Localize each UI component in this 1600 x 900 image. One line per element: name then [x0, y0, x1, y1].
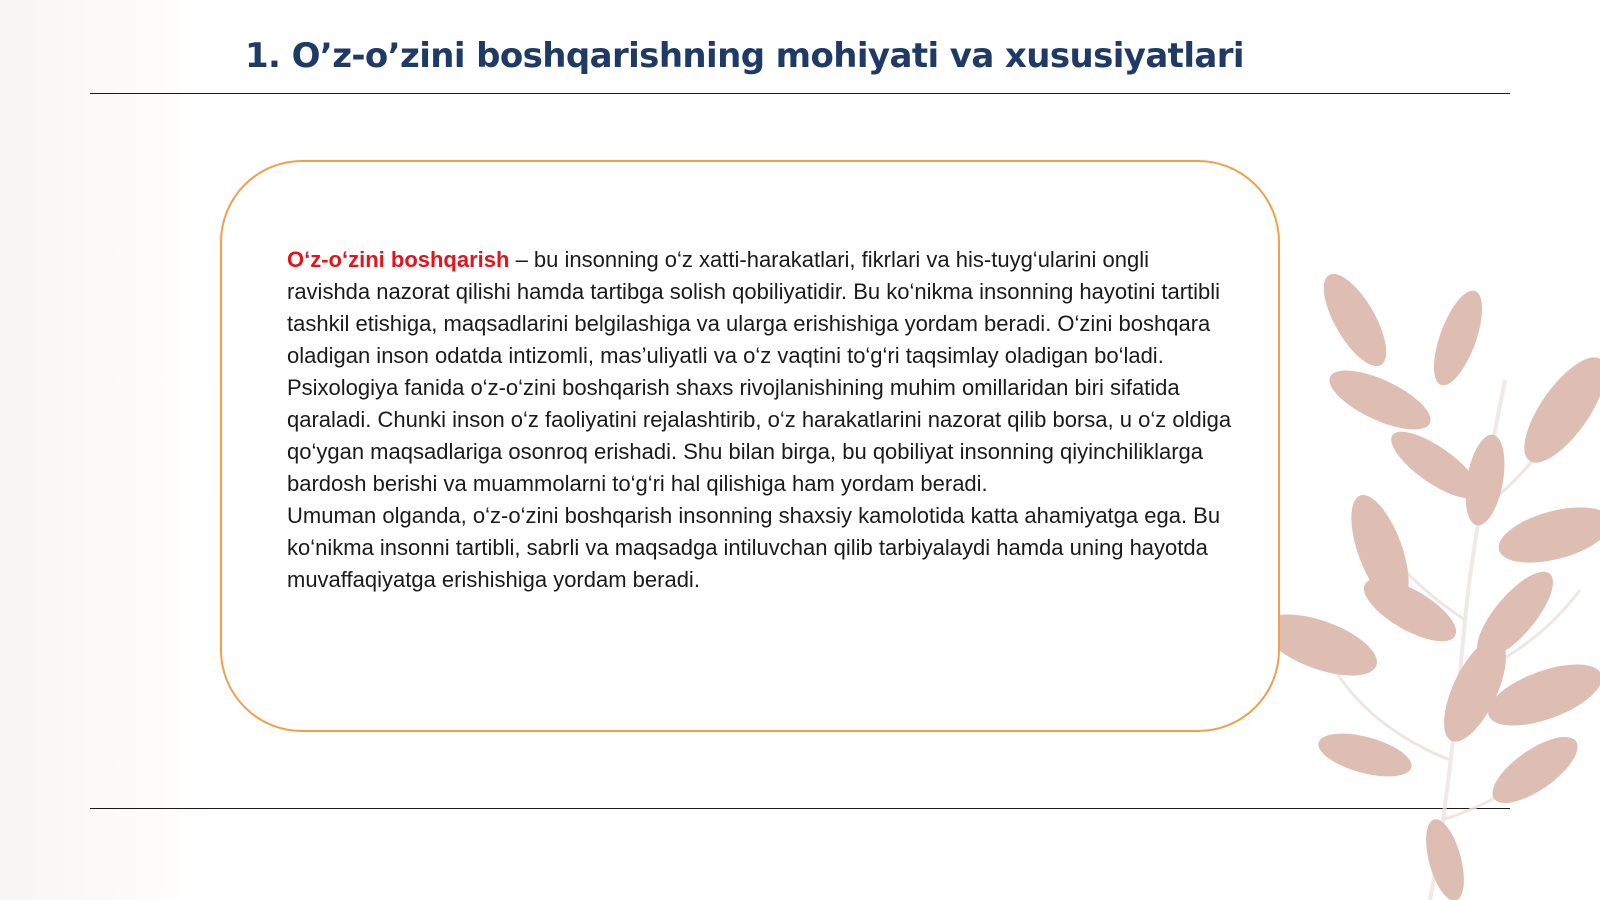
background-tint	[0, 0, 215, 900]
definition-text: – bu insonning o‘z xatti-harakatlari, fikrlari va his-tuyg‘ularini ongli ravishda nazorat qilishi hamda tartibga solish qobiliyatidir. Bu ko‘nikma insonning hayotini tartibli tashkil etishiga, maqsadlarini belgilashiga va ularga erishishiga yordam beradi. O‘zini boshqara oladigan inson odatda intizomli, mas’uliyatli va o‘z vaqtini to‘g‘ri taqsimlay oladigan bo‘ladi. Psixologiya fanida o‘z-o‘zini boshqarish shaxs rivojlanishining muhim omillaridan biri sifatida qaraladi. Chunki inson o‘z faoliyatini rejalashtirib, o‘z harakatlarini nazorat qilib borsa, u o‘z oldiga qo‘ygan maqsadlariga osonroq erishadi. Shu bilan birga, bu qobiliyat insonning qiyinchiliklarga bardosh berishi va muammolarni to‘g‘ri hal qilishiga ham yordam beradi.	[287, 247, 1232, 496]
top-divider	[90, 93, 1510, 94]
conclusion-paragraph: Umuman olganda, o‘z-o‘zini boshqarish insonning shaxsiy kamolotida katta ahamiyatga ega. Bu ko‘nikma insonni tartibli, sabrli va maqsadga intiluvchan qilib tarbiyalaydi hamda uning hayotda muvaffaqiyatga erishishiga yordam beradi.	[287, 503, 1221, 592]
content-text	[287, 244, 1237, 596]
highlighted-term: O‘z-o‘zini boshqarish	[287, 247, 510, 272]
leaf-branch-decoration	[1280, 260, 1600, 900]
slide-title: 1. O’z-o’zini boshqarishning mohiyati va xususiyatlari	[245, 36, 1244, 76]
definition-paragraph	[287, 244, 1237, 500]
